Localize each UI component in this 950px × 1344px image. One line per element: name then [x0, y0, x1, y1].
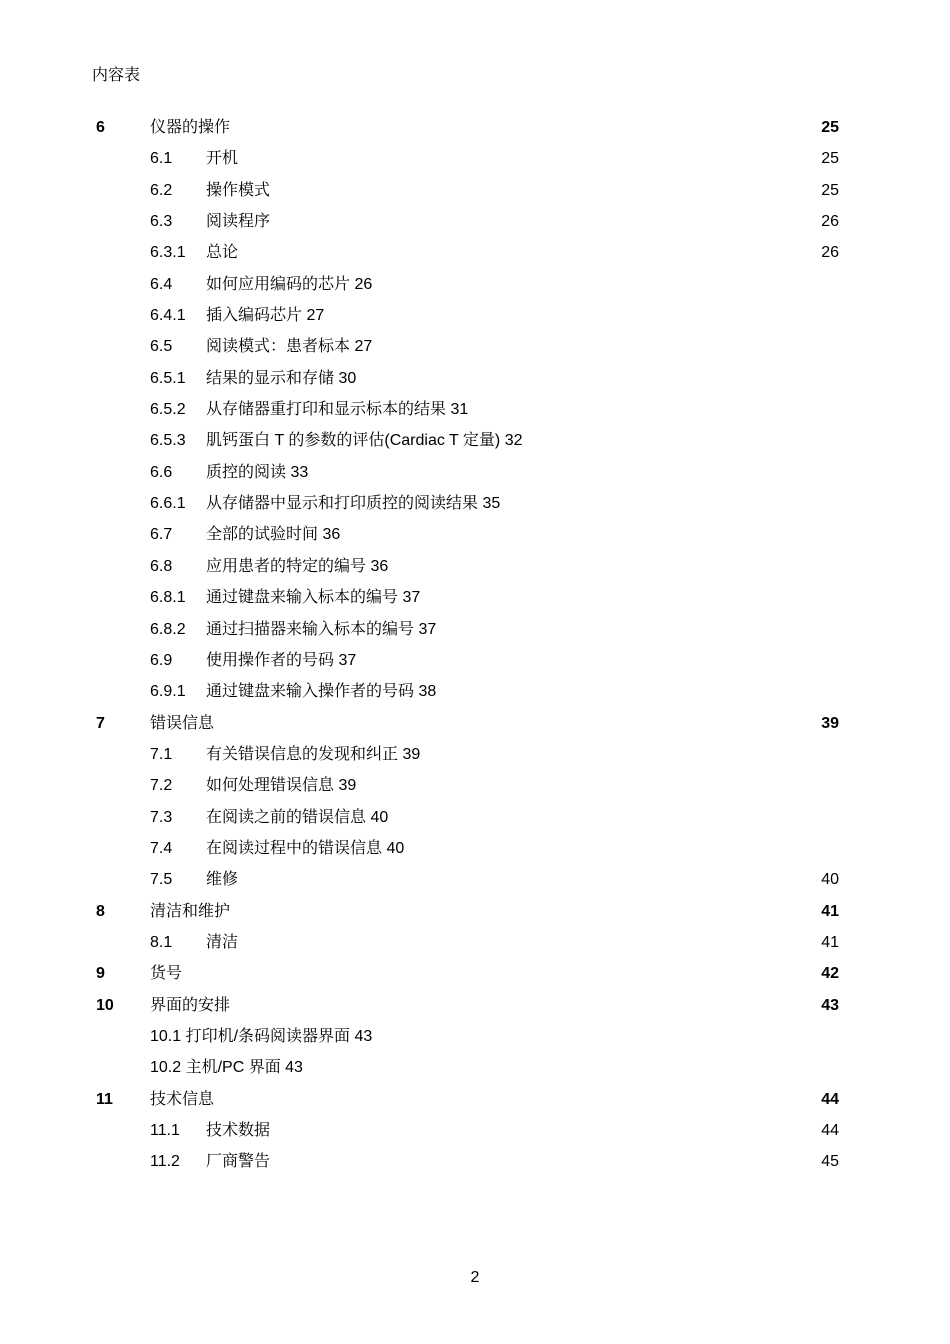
toc-entry-title: 阅读模式：患者标本 27: [206, 338, 373, 356]
toc-entry-title: 使用操作者的号码 37: [206, 651, 357, 669]
toc-chapter-row: [0, 117, 950, 148]
toc-entry-page: 40: [821, 871, 839, 889]
toc-entry-title: 结果的显示和存储 30: [206, 369, 357, 387]
toc-chapter-row: [0, 963, 950, 994]
toc-entry-page: 43: [821, 996, 839, 1014]
toc-entry-number: 8.1: [150, 933, 173, 951]
toc-entry-title: 错误信息: [150, 714, 215, 732]
toc-entry-number: 6.6.1: [150, 495, 186, 513]
toc-section-row: [0, 430, 950, 461]
toc-section-row: [0, 744, 950, 775]
toc-section-row: [0, 493, 950, 524]
toc-entry-number: 6: [96, 119, 105, 136]
toc-entry-page: 25: [821, 150, 839, 168]
toc-entry-title: 总论: [206, 244, 239, 262]
page-number: 2: [470, 1269, 480, 1286]
toc-section-row: [0, 681, 950, 712]
toc-section-row: [0, 619, 950, 650]
toc-entry-number: 10: [96, 996, 114, 1014]
toc-entry-title: 插入编码芯片 27: [206, 307, 325, 325]
toc-entry-title: 通过扫描器来输入标本的编号 37: [206, 620, 437, 638]
toc-entry-page: 45: [821, 1153, 839, 1171]
toc-entry-number: 8: [96, 902, 105, 920]
toc-entry-number: 7.1: [150, 745, 173, 763]
toc-section-row: [0, 242, 950, 273]
toc-entry-title: 操作模式: [206, 181, 271, 199]
toc-section-row: [0, 336, 950, 367]
toc-entry-title: 清洁: [206, 933, 239, 951]
toc-entry-number: 7.4: [150, 839, 173, 857]
toc-section-row: [0, 807, 950, 838]
toc-entry-title: 有关错误信息的发现和纠正 39: [206, 745, 421, 763]
toc-entry-page: 26: [821, 213, 839, 231]
toc-entry-number: 7: [96, 714, 105, 732]
toc-section-row: [0, 838, 950, 869]
toc-entry-title: 从存储器中显示和打印质控的阅读结果 35: [206, 495, 501, 513]
toc-entry-title: 界面的安排: [150, 996, 231, 1014]
toc-entry-title: 清洁和维护: [150, 902, 231, 920]
toc-chapter-row: [0, 901, 950, 932]
toc-section-row: [0, 1026, 950, 1057]
toc-entry-number: 6.9: [150, 651, 173, 669]
toc-section-row: [0, 305, 950, 336]
toc-entry-number: 7.2: [150, 777, 173, 795]
toc-entry-page: 41: [821, 933, 839, 951]
toc-entry-number: 6.1: [150, 150, 173, 168]
toc-chapter-row: [0, 1089, 950, 1120]
toc-entry-title: 厂商警告: [206, 1153, 271, 1171]
toc-section-row: [0, 368, 950, 399]
toc-chapter-row: [0, 713, 950, 744]
toc-entry-title: 从存储器重打印和显示标本的结果 31: [206, 401, 469, 419]
toc-section-row: [0, 650, 950, 681]
toc-entry-title: 在阅读过程中的错误信息 40: [206, 839, 405, 857]
toc-section-row: [0, 775, 950, 806]
toc-entry-number: 7.5: [150, 871, 173, 889]
toc-entry-page: 44: [821, 1122, 839, 1139]
toc-entry-title: 应用患者的特定的编号 36: [206, 557, 389, 575]
toc-entry-title: 肌钙蛋白 T 的参数的评估(Cardiac T 定量) 32: [206, 432, 523, 450]
toc-entry-number: 7.3: [150, 808, 173, 826]
toc-entry-page: 25: [821, 119, 839, 136]
toc-entry-number: 6.4: [150, 275, 173, 293]
toc-entry-title: 仪器的操作: [150, 119, 231, 136]
toc-entry-page: 42: [821, 965, 839, 983]
toc-entry-title: 开机: [206, 150, 239, 168]
toc-section-row: [0, 524, 950, 555]
toc-entry-number: 9: [96, 965, 105, 983]
toc-entry-number: 11: [96, 1090, 113, 1108]
toc-entry-page: 44: [821, 1090, 839, 1108]
toc-section-row: [0, 869, 950, 900]
document-header: 内容表: [92, 67, 141, 84]
toc-section-row: [0, 932, 950, 963]
toc-entry-number: 6.8.2: [150, 620, 186, 638]
table-of-contents: [0, 117, 950, 1183]
toc-entry-number: 6.5: [150, 338, 173, 356]
toc-entry-number: 6.4.1: [150, 307, 186, 325]
toc-section-row: [0, 1120, 950, 1151]
toc-entry-number: 6.5.1: [150, 369, 186, 387]
toc-entry-title: 在阅读之前的错误信息 40: [206, 808, 389, 826]
toc-entry-title: 维修: [206, 871, 239, 889]
toc-entry-number: 6.8.1: [150, 589, 186, 607]
toc-entry-number: 6.7: [150, 526, 173, 544]
toc-entry-title: 如何应用编码的芯片 26: [206, 275, 373, 293]
toc-section-row: [0, 462, 950, 493]
toc-entry-page: 26: [821, 244, 839, 262]
toc-section-row: [0, 1151, 950, 1182]
toc-entry-title: 通过键盘来输入操作者的号码 38: [206, 683, 437, 701]
toc-section-row: [0, 180, 950, 211]
toc-entry-page: 39: [821, 714, 839, 732]
toc-entry-number: 6.2: [150, 181, 173, 199]
toc-section-row: [0, 274, 950, 305]
toc-entry-title: 技术信息: [150, 1090, 215, 1108]
toc-entry-page: 41: [821, 902, 839, 920]
toc-section-row: [0, 1057, 950, 1088]
toc-entry-number: 6.3: [150, 213, 173, 231]
toc-entry-title: 质控的阅读 33: [206, 463, 309, 481]
toc-section-row: [0, 587, 950, 618]
toc-entry-title: 货号: [150, 965, 183, 983]
toc-entry-number: 6.5.3: [150, 432, 186, 450]
toc-entry-number: 6.9.1: [150, 683, 186, 701]
toc-entry-number: 11.2: [150, 1153, 180, 1171]
toc-entry-title: 如何处理错误信息 39: [206, 777, 357, 795]
toc-entry-number: 6.3.1: [150, 244, 186, 262]
toc-entry-title: 技术数据: [206, 1122, 271, 1139]
toc-section-row: [0, 211, 950, 242]
toc-section-row: [0, 399, 950, 430]
toc-section-row: [0, 148, 950, 179]
toc-entry-title: 全部的试验时间 36: [206, 526, 341, 544]
toc-entry-title: 阅读程序: [206, 213, 271, 231]
toc-entry-title: 10.2 主机/PC 界面 43: [150, 1059, 303, 1077]
toc-entry-number: 6.5.2: [150, 401, 186, 419]
toc-section-row: [0, 556, 950, 587]
toc-entry-number: 6.8: [150, 557, 173, 575]
toc-chapter-row: [0, 995, 950, 1026]
toc-entry-number: 6.6: [150, 463, 173, 481]
toc-entry-page: 25: [821, 181, 839, 199]
toc-entry-title: 10.1 打印机/条码阅读器界面 43: [150, 1027, 373, 1045]
toc-entry-number: 11.1: [150, 1122, 180, 1139]
toc-entry-title: 通过键盘来输入标本的编号 37: [206, 589, 421, 607]
